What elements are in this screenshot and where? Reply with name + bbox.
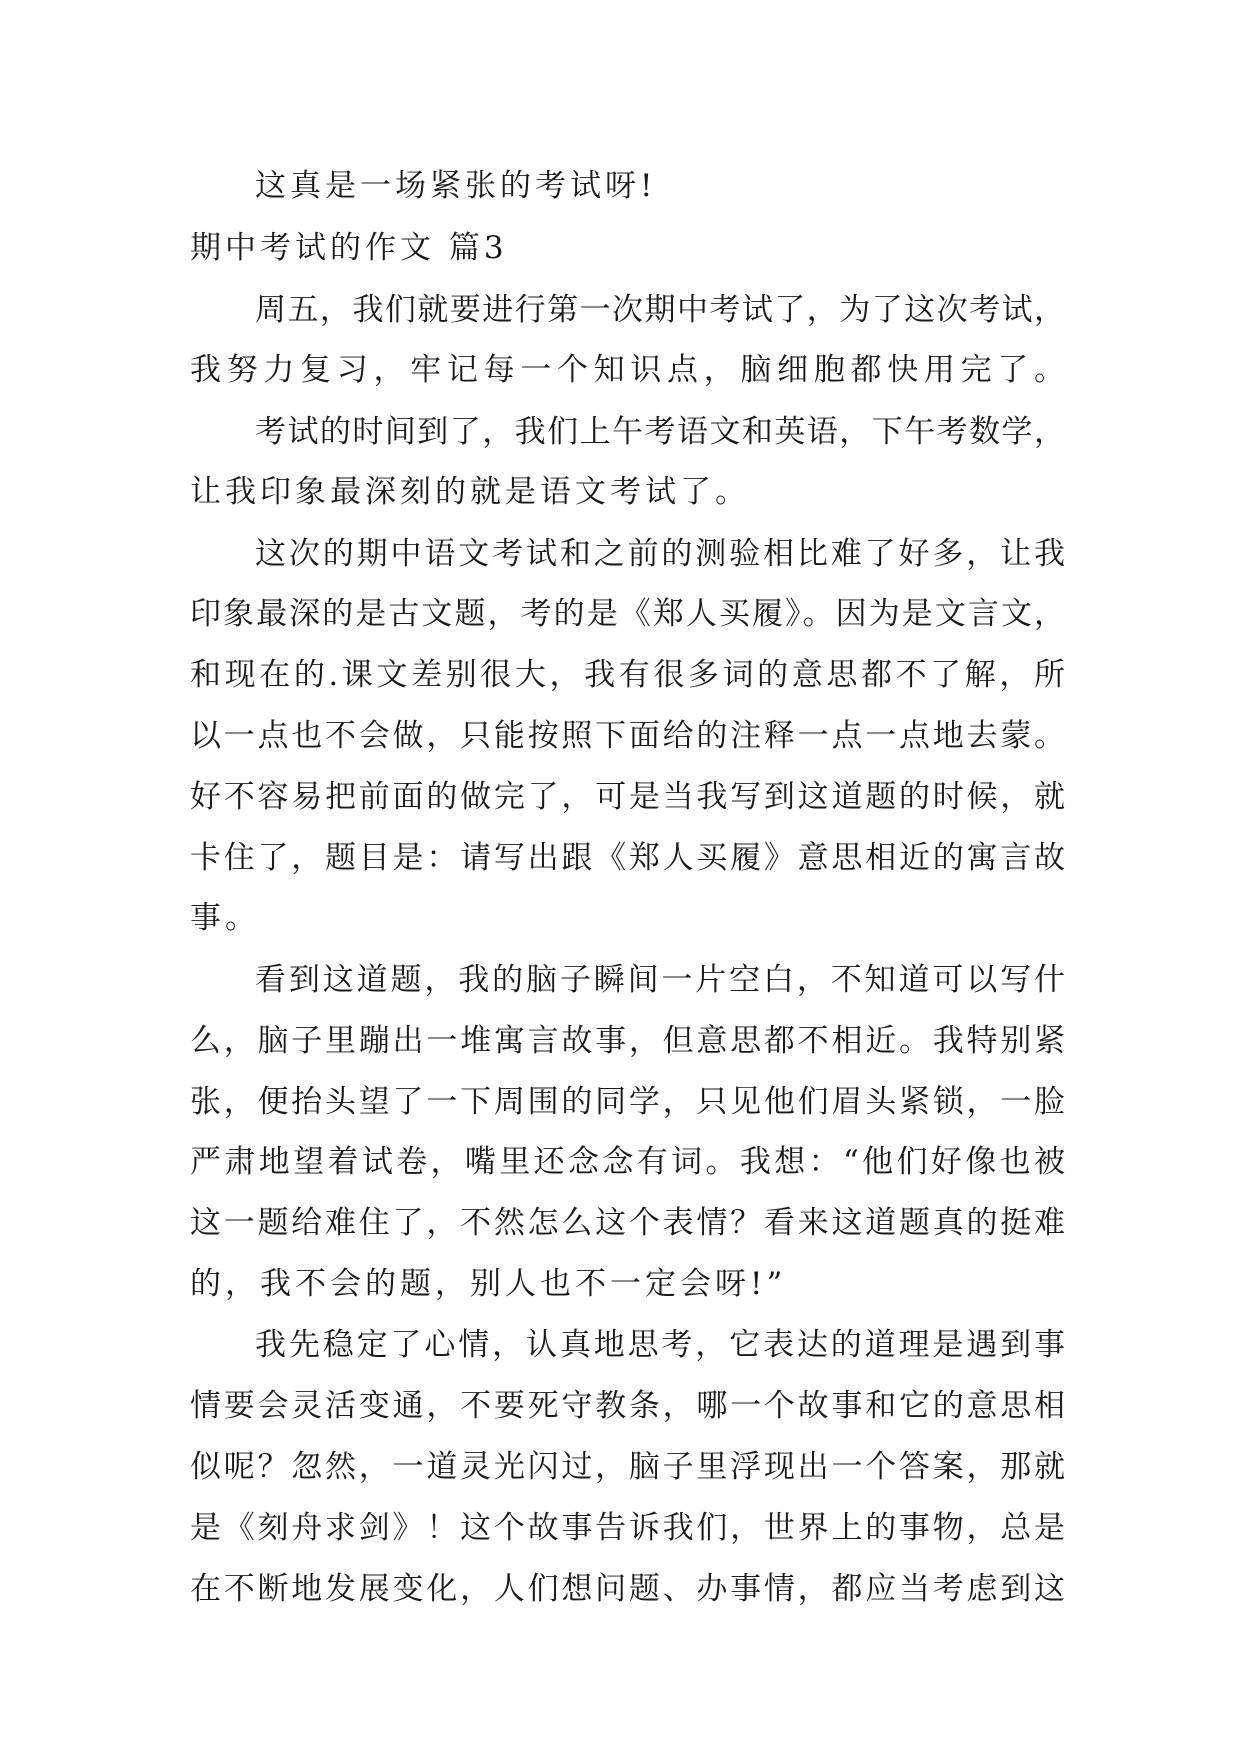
text-line: 似呢？忽然，一道灵光闪过，脑子里浮现出一个答案，那就 [190,1449,1065,1485]
text-line: 么，脑子里蹦出一堆寓言故事，但意思都不相近。我特别紧 [190,1023,1065,1059]
text-line: 以一点也不会做，只能按照下面给的注释一点一点地去蒙。 [190,718,1065,754]
text-line: 的，我不会的题，别人也不一定会呀!” [190,1266,787,1302]
text-line: 考试的时间到了，我们上午考语文和英语，下午考数学， [255,414,1065,450]
text-line: 严肃地望着试卷，嘴里还念念有词。我想：“他们好像也被 [190,1144,1065,1180]
text-line: 印象最深的是古文题，考的是《郑人买履》。因为是文言文， [190,596,1065,632]
text-line: 我努力复习，牢记每一个知识点，脑细胞都快用完了。 [190,352,1065,388]
text-line: 在不断地发展变化，人们想问题、办事情，都应当考虑到这 [190,1571,1065,1607]
text-line: 情要会灵活变通，不要死守教条，哪一个故事和它的意思相 [190,1388,1065,1424]
text-line: 是《刻舟求剑》！这个故事告诉我们，世界上的事物，总是 [190,1510,1065,1546]
text-line: 周五，我们就要进行第一次期中考试了，为了这次考试， [255,292,1065,328]
text-line: 和现在的.课文差别很大，我有很多词的意思都不了解，所 [190,657,1065,693]
text-line: 看到这道题，我的脑子瞬间一片空白，不知道可以写什 [255,962,1065,998]
section-heading: 期中考试的作文 篇3 [190,230,508,266]
text-line: 张，便抬头望了一下周围的同学，只见他们眉头紧锁，一脸 [190,1084,1065,1120]
text-line: 这真是一场紧张的考试呀! [255,168,657,204]
text-line: 这一题给难住了，不然怎么这个表情？看来这道题真的挺难 [190,1205,1065,1241]
text-line: 这次的期中语文考试和之前的测验相比难了好多，让我 [255,536,1065,572]
text-line: 事。 [190,900,260,936]
text-line: 我先稳定了心情，认真地思考，它表达的道理是遇到事 [255,1327,1065,1363]
text-line: 好不容易把前面的做完了，可是当我写到这道题的时候，就 [190,779,1065,815]
text-line: 卡住了，题目是：请写出跟《郑人买履》意思相近的寓言故 [190,840,1065,876]
text-line: 让我印象最深刻的就是语文考试了。 [190,474,750,510]
